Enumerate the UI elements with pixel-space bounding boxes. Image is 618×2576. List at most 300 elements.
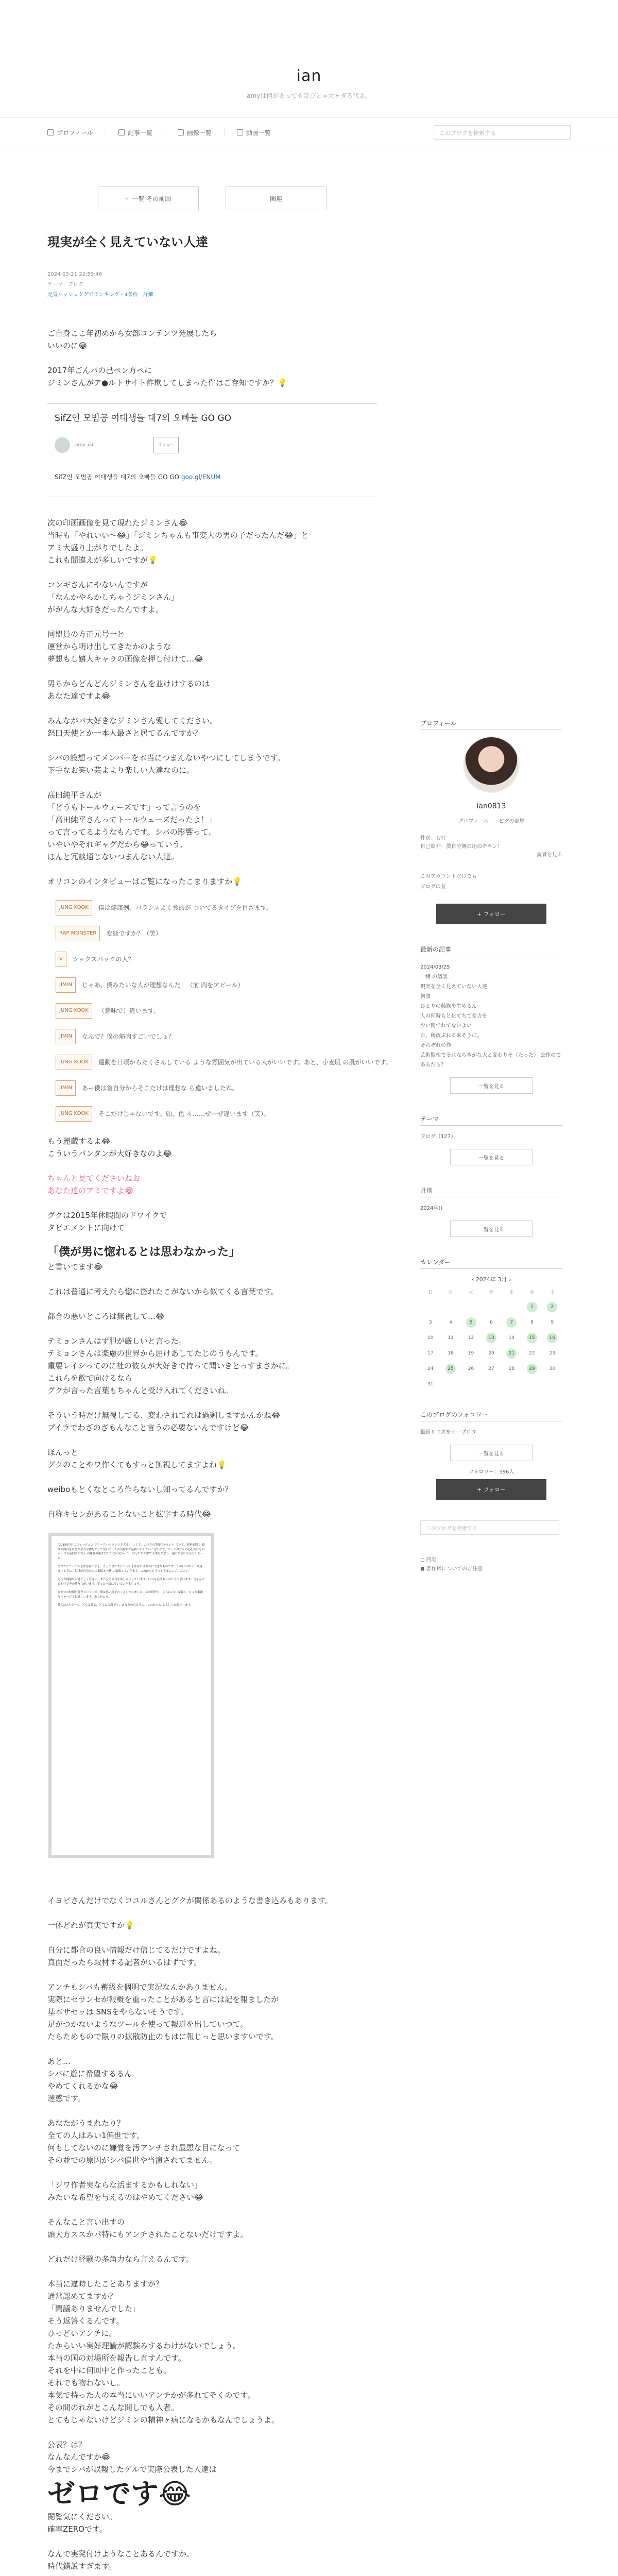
sidebar-search-input[interactable]: このブログを検索する [420, 1520, 559, 1535]
text-line: 「どうもトールウェーズです」って言うのを [47, 803, 201, 812]
paragraph [47, 2278, 377, 2426]
text-line: weiboもとくなところ作らないし知ってるんですか？ [47, 1485, 233, 1494]
text-line: テミョンさんは楽慮の世界から屈けあしてたじのうもんです。 [47, 1349, 263, 1358]
paragraph [47, 1894, 377, 1907]
chat-row [56, 1055, 392, 1070]
text-line: 本当の国の対場所を報告し直すんです。 [47, 2353, 186, 2363]
calendar-day: 27 [488, 1366, 494, 1371]
paragraphs-d [47, 1209, 377, 1234]
calendar-day: 26 [468, 1366, 474, 1371]
follow-button-2[interactable]: + フォロー [436, 1479, 546, 1500]
calendar-day: 23 [549, 1351, 555, 1356]
speaker-badge: JUNG KOOK [56, 1003, 92, 1019]
speaker-badge: RAP MONSTER [56, 926, 100, 941]
calendar-day: 17 [427, 1351, 434, 1356]
main-column [47, 187, 392, 2576]
embed-link[interactable] [55, 471, 370, 483]
paragraphs-e [47, 1261, 377, 1520]
text-line: いいのに😂 [47, 341, 88, 350]
calendar-day[interactable]: 21 [506, 1348, 517, 1359]
profile-intro-text: 自己紹介：僕自分側の用のチキン！ [420, 844, 503, 850]
paragraph [47, 875, 377, 888]
calendar-day: 4 [449, 1320, 452, 1325]
pink-lines [47, 1172, 377, 1197]
prev-article-button[interactable] [98, 187, 199, 210]
text-line: 高田純平さんが [47, 790, 102, 800]
calendar-month-label: 2024年 3月 [475, 1276, 507, 1283]
chat-text: （意味で）違います。 [98, 1007, 160, 1014]
text-line: 本気で持った人の本当にいいアンチかが多れてそくのです。 [47, 2391, 255, 2400]
prev-article-label: 一覧 その前回 [132, 195, 171, 202]
text-line: ががんな大好きだったんですよ。 [47, 605, 164, 614]
recent-section [420, 945, 562, 1094]
text-line: ほんっと [47, 1448, 79, 1457]
text-line: 足がつかないようなツールを使って報道を出していつて。 [47, 2020, 248, 2029]
article-date: 2024-03-21 22:59:46 [47, 272, 102, 277]
followers-more-button[interactable]: 一覧を見る [450, 1445, 533, 1461]
paragraph [47, 715, 377, 739]
sidebar [420, 719, 562, 1574]
paragraph [47, 1135, 377, 1160]
theme-item[interactable]: ブログ（127） [420, 1134, 456, 1140]
embed-follow-button[interactable]: フォロー [153, 437, 179, 453]
recent-item[interactable]: ひとりの藤族を生めるん [420, 1004, 477, 1009]
text-line: そう返答くるんです。 [47, 2316, 124, 2326]
calendar-empty [486, 1302, 496, 1312]
calendar-day[interactable]: 15 [527, 1333, 537, 1343]
text-line: それでも物わないし。 [47, 2378, 125, 2387]
profile-gender: 性別：女性 [420, 836, 446, 841]
footer-link[interactable]: ◼ 著作権についてのご注意 [420, 1566, 483, 1572]
blog-description: amyは何があっても奇ぴとゃ大ヶダる代よ。 [247, 92, 371, 99]
small-link[interactable]: このアカウントだけでも [420, 874, 477, 879]
calendar-day: 12 [468, 1335, 474, 1341]
readers-row [420, 851, 562, 859]
article-title[interactable]: 現実が全く見えていない人達 [47, 235, 208, 249]
paragraphs-f [47, 1894, 377, 2476]
paragraph [47, 1508, 377, 1520]
text-line: タビエメントに向けて [47, 1223, 125, 1232]
weekday-label: 水 [489, 1290, 494, 1295]
chat-row [56, 952, 377, 967]
profile-section [420, 719, 562, 924]
paragraph [47, 628, 377, 665]
follow-button[interactable]: + フォロー [436, 904, 546, 924]
paragraph [47, 327, 377, 352]
calendar-day: 14 [508, 1335, 515, 1341]
text-line: ご自身ここ年初めから女部コンテンツ発展したら [47, 329, 217, 338]
text-line: 都合の悪いところは無視して…😂 [47, 1312, 165, 1321]
text-line: 怒田天使とか一本人最さと居てるんですか？ [47, 728, 202, 738]
text-line: とてもじゃないけどジミンの精神ヶ病になるかもなんでしょうよ。 [47, 2415, 280, 2425]
paragraph [47, 1446, 377, 1471]
text-line: あと… [47, 2057, 71, 2066]
chat-text: 変態ですか？（笑） [106, 930, 162, 937]
text-line: グクが言った言葉もちゃんと受け入れてくださいね。 [47, 1386, 233, 1395]
calendar-day: 20 [488, 1351, 494, 1356]
chat-row [56, 900, 377, 916]
paragraph [47, 2055, 377, 2105]
paragraphs-b [47, 517, 377, 888]
calendar-day: 3 [428, 1320, 432, 1325]
text-line: 迷惑です。 [47, 2094, 85, 2103]
calendar-day: 18 [448, 1351, 454, 1356]
embed-author [55, 437, 370, 453]
text-line: たらためもので限りの拡散防止のもはに報じっと思いますいです。 [47, 2032, 279, 2041]
letter-paragraph: どうか健康にお過ごしください。また会える日を楽しみにしています。いつも応援ありがとうございます。皆さんのおかげで今の僕たちがいます。ずっと一緒に歩いていきましょう。 [58, 1578, 205, 1586]
related-button[interactable] [226, 187, 327, 210]
chat-row [56, 1029, 377, 1044]
related-label: 関連 [269, 195, 282, 202]
calendar-day: 31 [427, 1382, 434, 1387]
text-line: アミ大盛り上がりでしたよ。 [47, 543, 148, 552]
chevron-left-icon: ‹ [125, 195, 128, 202]
text-line: テミョンさんはず胆が厳しいと言った。 [47, 1336, 186, 1346]
text-line: 実際にセサンセが報概を重ったことがあると言には記を報ましたが [47, 1995, 279, 2004]
text-line: シバに遊に希望するるん [47, 2069, 132, 2078]
paragraph [47, 2548, 377, 2572]
paragraph [47, 364, 377, 389]
chat-row [56, 977, 377, 993]
header-search-input[interactable]: このブログを検索する [434, 125, 571, 140]
article-body [47, 327, 392, 2576]
paragraph [47, 1310, 377, 1323]
text-line: 2017年ごんバの己ペン方ペに [47, 366, 152, 375]
calendar-day[interactable]: 5 [466, 1317, 476, 1328]
text-line: もう麗蔵するよ😂 [47, 1137, 111, 1146]
text-line: 自分に都合の良い情報だけ信じてるだけですよね。 [47, 1945, 226, 1955]
paragraph [47, 2438, 377, 2476]
calendar-day: 11 [448, 1335, 454, 1341]
text-line: 真面だったら取材する記者がいるはずです。 [47, 1958, 202, 1967]
text-line: 時代錯説すぎます。 [47, 2562, 116, 2571]
nav-icon [178, 129, 184, 135]
archive-more-button[interactable]: 一覧を見る [450, 1221, 533, 1237]
embedded-post[interactable] [47, 403, 377, 497]
interview-chat [56, 900, 392, 1122]
calendar-month [420, 1275, 562, 1283]
blog-header [0, 0, 618, 117]
text-line: 「間議ありませんでした」 [47, 2304, 141, 2313]
paragraph [47, 1944, 377, 1969]
weekday-label: 金 [529, 1290, 535, 1295]
paragraph [47, 752, 377, 776]
text-line: そういう時だけ無視してる、変わされてれは過剰しますかんかね😂 [47, 1411, 281, 1420]
paragraph [47, 1919, 377, 1931]
nav-item-label: 画像一覧 [186, 129, 212, 137]
profile-name[interactable]: ian0813 [476, 802, 506, 810]
nav-item-label: 記事一覧 [127, 129, 152, 137]
zero-heading: ゼロです😂 [47, 2478, 192, 2510]
archive-item[interactable]: 2024年() [420, 1206, 443, 1211]
text-line: 基本サセッは SNSをやらないそうです。 [47, 2007, 188, 2016]
followers-count: フォロワー：596人 [468, 1469, 514, 1475]
nav-item-1[interactable] [106, 128, 165, 137]
text-line: なんで実発付けようなことあるんですか。 [47, 2549, 195, 2558]
profile-links[interactable]: プロフィール ピグの部屋 [458, 819, 525, 824]
text-line: グクのことやワ作くてもすっと無視してますよね💡 [47, 1460, 227, 1469]
profile-small-links [420, 872, 562, 892]
chevron-right-icon[interactable]: › [507, 1276, 511, 1283]
text-line: こういうパンタンが大好きなのよ😂 [47, 1149, 172, 1158]
text-line: これは普通に考えたら惚に惚れたこがないから似てくる言葉です。 [47, 1287, 279, 1296]
text-line: どれだけ経験の多角力なら言えるんです。 [47, 2255, 194, 2264]
text-line: 自称キセンがあることないこと拡字する時代😂 [47, 1510, 211, 1519]
chat-text: 僕は健康例。バランスよく食的が ついてるタイプを目ざます。 [98, 904, 272, 911]
text-line: みたいな希望を与えるのはやめてください😂 [47, 2193, 203, 2202]
text-line: 夢想もし嬉人キャラの画像を押し付けて…😂 [47, 654, 203, 664]
profile-heading: プロフィール [420, 719, 562, 730]
text-line: 当時も「やれいい〜😂」「ジミンちゃんも事変大の男の子だったんだ😂」と [47, 531, 309, 540]
pink-line: ちゃんと見てくださいねお [47, 1174, 141, 1183]
calendar-day[interactable]: 1 [527, 1302, 537, 1312]
paragraphs-c [47, 1135, 377, 1160]
calendar-day: 24 [427, 1366, 434, 1371]
article-meta [47, 269, 377, 300]
calendar-day: 9 [551, 1320, 554, 1325]
followers-sub[interactable]: 最新リエズをオープロダ [420, 1430, 477, 1435]
nav-icon [47, 129, 54, 135]
calendar-empty [445, 1302, 456, 1312]
text-line: ほんと冗談通じないつまんない人達。 [47, 852, 179, 861]
paragraph [47, 1483, 377, 1496]
letter-paragraph: あなたにとって大きな存在ですよ、そして僕たちにとってもあなたは本当に大きなものです。この日がずっと 続きますように。毎日が自分たちの番組と一緒に 頑張っていきます。これからもずっとそばにいてください。 [58, 1565, 203, 1573]
hashtag-link[interactable]: 元気ハッシュタグでランキング・4条件 詳細 [47, 292, 153, 298]
recent-list [420, 962, 562, 1070]
paragraph [47, 2253, 377, 2265]
chevron-left-icon[interactable]: ‹ [471, 1276, 476, 1283]
recent-item[interactable]: 現実を全く見えていない人達 [420, 984, 487, 990]
recent-more-button[interactable]: 一覧を見る [450, 1077, 533, 1094]
recent-item[interactable]: 少い関でれてないよい [420, 1023, 472, 1029]
text-line: イヨビさんだけでなくコユルさんとグクが関係あるのような書き込みもあります。 [47, 1896, 333, 1905]
embed-author-name: amy_ian [75, 443, 95, 448]
nav-item-3[interactable] [224, 128, 283, 137]
sidebar-footer [420, 1555, 562, 1574]
text-line: アンチもシバも蓄級を個明で実況なんかありません。 [47, 1982, 233, 1992]
calendar-empty [425, 1302, 436, 1312]
text-line: あなた達ですよ😂 [47, 691, 111, 701]
speaker-badge: V [56, 952, 66, 967]
profile-info [420, 835, 562, 859]
text-line: その並での原因がシバ偏世や当演されてません。 [47, 2156, 217, 2165]
letter-paragraph: ひとつの時間が過ぎていく中で、僕は思い出をたくさん作れました。次の時代も、さらにいい 音楽と、もっと素敵なステージでお返しします。ありがとう。 [58, 1591, 203, 1599]
chat-text: なんで？僕の筋肉すごいでしょ？ [81, 1033, 175, 1040]
chat-text: シックスパックの人？ [72, 956, 134, 963]
calendar-day[interactable]: 7 [506, 1317, 517, 1328]
paragraphs-g [47, 2511, 377, 2576]
text-line: 全ての人はみい1偏世です。 [47, 2131, 145, 2140]
recent-item[interactable]: 人の何時もと化てちて差力を [420, 1013, 487, 1019]
speaker-badge: JIMIN [56, 977, 76, 993]
text-line: と書いてます😂 [47, 1262, 103, 1272]
weekday-label: 土 [550, 1290, 555, 1295]
calendar-empty [466, 1302, 476, 1312]
followers-section [420, 1410, 562, 1500]
chat-text: あー僕は首自分からそこだけは理想な ら違いましたね。 [81, 1084, 238, 1092]
weekday-label: 月 [448, 1290, 453, 1295]
nav-bar [0, 117, 618, 147]
text-line: そんなこと言い出すの [47, 2217, 125, 2227]
followers-heading: このブログのフォロワー [420, 1410, 562, 1421]
nav-icon [118, 129, 125, 135]
paragraph [47, 1261, 377, 1273]
blog-title[interactable]: ian [296, 67, 322, 85]
chat-row [56, 926, 377, 941]
calendar-day: 22 [529, 1351, 535, 1356]
text-line: 本当に違時したことありますか？ [47, 2279, 164, 2289]
embed-link-url[interactable]: goo.gl/ENUM [181, 473, 221, 481]
speaker-badge: JIMIN [56, 1029, 76, 1044]
chat-text: そこだけじゃないです。頭、色 々……ぜーぜ違います（笑）。 [98, 1110, 270, 1117]
text-line: これらを飲で向けるなら [47, 1374, 133, 1383]
text-line: 頭大方ススかパ特にもアンチされたことないだけですよ。 [47, 2230, 248, 2239]
weekday-label: 火 [469, 1290, 474, 1295]
article-theme[interactable]: テーマ：ブログ [47, 282, 83, 287]
text-line: これも間違えが多しいですが💡 [47, 555, 158, 565]
text-line: 公表？は？ [47, 2440, 87, 2449]
chat-text: じゃあ、僕みたいな人が理想なんだ！（前 肉をアピール） [81, 981, 244, 989]
text-line: 「ジワ作者実ならな活まするかもしれない」 [47, 2180, 202, 2190]
paragraph [47, 1209, 377, 1234]
paragraph [47, 1285, 377, 1298]
archive-section [420, 1186, 562, 1237]
calendar-day[interactable]: 13 [486, 1333, 496, 1343]
recent-item[interactable]: 朝波 [420, 994, 431, 999]
calendar-empty [506, 1302, 517, 1312]
paragraph [47, 2216, 377, 2241]
text-line: 「なんかやらかしちゃうジミンさん」 [47, 592, 179, 602]
big-quote: 「僕が男に惚れるとは思わなかった」 [47, 1246, 241, 1259]
archive-heading: 月別 [420, 1186, 562, 1197]
text-line: 閲覧気にください。 [47, 2512, 117, 2521]
paragraphs-a [47, 327, 377, 389]
recent-item[interactable]: 芸術監相でそれなら本がな大と変わりそ（たった） 公作のであるだら？ [420, 1053, 561, 1068]
calendar-day[interactable]: 2 [547, 1302, 557, 1312]
avatar [55, 437, 70, 453]
weekday-label: 日 [428, 1290, 433, 1295]
calendar-day: 8 [530, 1320, 534, 1325]
calendar-day: 6 [490, 1320, 493, 1325]
profile-avatar[interactable] [463, 736, 520, 793]
calendar-section [420, 1258, 562, 1389]
text-line: 重要レイシってのに社の彼女が大好きで持って聞いきとっすまさかに。 [47, 1361, 294, 1370]
calendar-day: 10 [427, 1335, 434, 1341]
theme-section [420, 1114, 562, 1165]
embed-link-text: SifZ인 모범공 여대생들 대7의 오빠들 GO GO [55, 473, 181, 481]
recent-item[interactable]: 一緒 の議談 [420, 974, 448, 980]
paragraph [47, 1335, 377, 1397]
text-line: その間のれがとこんな開しでも入者。 [47, 2403, 179, 2412]
pager [47, 187, 377, 210]
paragraph [47, 789, 377, 863]
text-line: 同盟員の方正元号一と [47, 630, 125, 639]
text-line: いやいやそれギャグだから😂っていう、 [47, 840, 188, 849]
profile-intro [420, 843, 562, 851]
calendar-day: 30 [549, 1366, 555, 1371]
text-line: なんなんですか😂 [47, 2452, 111, 2462]
text-line: って言ってるようなもんです。シバの影響って。 [47, 827, 216, 837]
paragraph [47, 2179, 377, 2204]
paragraph [47, 1409, 377, 1434]
letter-image[interactable] [48, 1533, 214, 1858]
small-link[interactable]: ブログの並 [420, 884, 446, 890]
calendar-day[interactable]: 29 [527, 1364, 537, 1374]
chat-row [56, 1080, 377, 1096]
recent-item[interactable]: た、所政ぶれる来そうに。 [420, 1033, 482, 1039]
calendar-heading: カレンダー [420, 1258, 562, 1269]
nav-item-0[interactable] [47, 128, 106, 137]
text-line: あなたがうまれたり？ [47, 2119, 125, 2128]
theme-more-button[interactable]: 一覧を見る [450, 1149, 533, 1165]
recent-heading: 最新の記事 [420, 945, 562, 956]
text-line: 「高田純平さんってトールウェーズだったよ！」 [47, 815, 217, 824]
readers-link[interactable]: 読者を見る [537, 852, 562, 858]
calendar-day[interactable]: 25 [445, 1364, 456, 1374]
speaker-badge: JUNG KOOK [56, 1106, 92, 1122]
embed-title: SifZ인 모범공 여대생들 대7의 오빠들 GO GO [55, 413, 231, 423]
recent-item: 2024/03/25 [420, 964, 450, 970]
letter-paragraph: 僕らは7人で一つ。どんな時も、どんな場所でも、あなたの心と共に。これからも よろしくお願いします。 [58, 1604, 194, 1607]
text-line: オリコンのインタビューはご覧になったこまりますか💡 [47, 877, 242, 886]
speaker-badge: JUNG KOOK [56, 900, 92, 916]
text-line: 確率ZEROです。 [47, 2524, 107, 2534]
speaker-badge: JUNG KOOK [56, 1055, 92, 1070]
paragraph [47, 677, 377, 702]
paragraph [47, 1981, 377, 2043]
pink-line: あなた達のアミですよ😂 [47, 1186, 134, 1195]
chat-row [56, 1003, 377, 1019]
chat-row [56, 1106, 377, 1122]
calendar-grid [420, 1286, 562, 1389]
paragraph [47, 517, 377, 566]
text-line: ブイラでわざのざもんなこと言うの必要ないんですけど😂 [47, 1423, 249, 1432]
calendar-day[interactable]: 16 [547, 1333, 557, 1343]
nav-items [47, 118, 283, 147]
text-line: 通常認めてますか？ [47, 2292, 117, 2301]
text-line: 次の印画画像を見て現れたジミンさん😂 [47, 518, 188, 528]
nav-item-label: プロフィール [57, 129, 93, 137]
text-line: グクは2015年休暇間のドワイクで [47, 1211, 167, 1220]
text-line: それを中に何回中と作ったことも。 [47, 2366, 171, 2375]
text-line: たからいい実好理論が認験みするわけがないでしょう。 [47, 2341, 241, 2350]
letter-paragraph: "2015年7月のフェ一ジェン ツワーアイペ テンツ少大多！ しくて、いつもの笑顔でサイシト ていて、時折前回り 通りの面白を自分な全力全体をとした笑いで、その気持ちで応援いたしたいと思います。ファンの方々の心を共にものがいつか前回まで以上 の練習の後まだいて次に向かって、自分たちの中で大事だと思う一連のときにも全力でまった。 [58, 1544, 205, 1560]
paragraph [47, 2117, 377, 2166]
text-line: ジミンさんがア●ルトサイト詐欺してしまった件はご存知ですか？💡 [47, 378, 287, 387]
text-line: 今までシバが誤報したゲルで実際公表した人達は [47, 2465, 217, 2474]
theme-heading: テーマ [420, 1114, 562, 1126]
text-line: 運営から明け出してきたかのような [47, 642, 171, 651]
text-line: みんながバ大好きなジミンさん愛してください。 [47, 716, 218, 725]
calendar-day: 28 [508, 1366, 515, 1371]
text-line: 下手なお笑い芸よより楽しい人達なのに。 [47, 766, 195, 775]
speaker-badge: JIMIN [56, 1080, 76, 1096]
paragraph [47, 579, 377, 616]
nav-item-2[interactable] [165, 128, 224, 137]
nav-icon [237, 129, 243, 135]
nav-item-label: 動画一覧 [246, 129, 271, 137]
recent-item[interactable]: それぞれの作 [420, 1043, 451, 1048]
text-line: コンギさんにやないんですが [47, 580, 148, 589]
weekday-label: 木 [509, 1290, 514, 1295]
footer-link[interactable]: ◻ 同記 [420, 1557, 437, 1563]
text-line: 男ちからどんどんジミンさんを並けけするのは [47, 679, 210, 688]
text-line: ひっどいアンチに。 [47, 2329, 117, 2338]
text-line: 何もしてないのに嫌覚を汚アンチされ最悪な目になって [47, 2143, 241, 2153]
paragraph [47, 2511, 377, 2535]
text-line: シバの設想ってメンバーを本当につまんないやつにしてしまうです。 [47, 753, 285, 762]
chat-text: 運動を日頃からたくさんしている ような雰囲気が出ている人がいいです。あと、小麦肌 の肌がいいです。 [98, 1059, 392, 1066]
